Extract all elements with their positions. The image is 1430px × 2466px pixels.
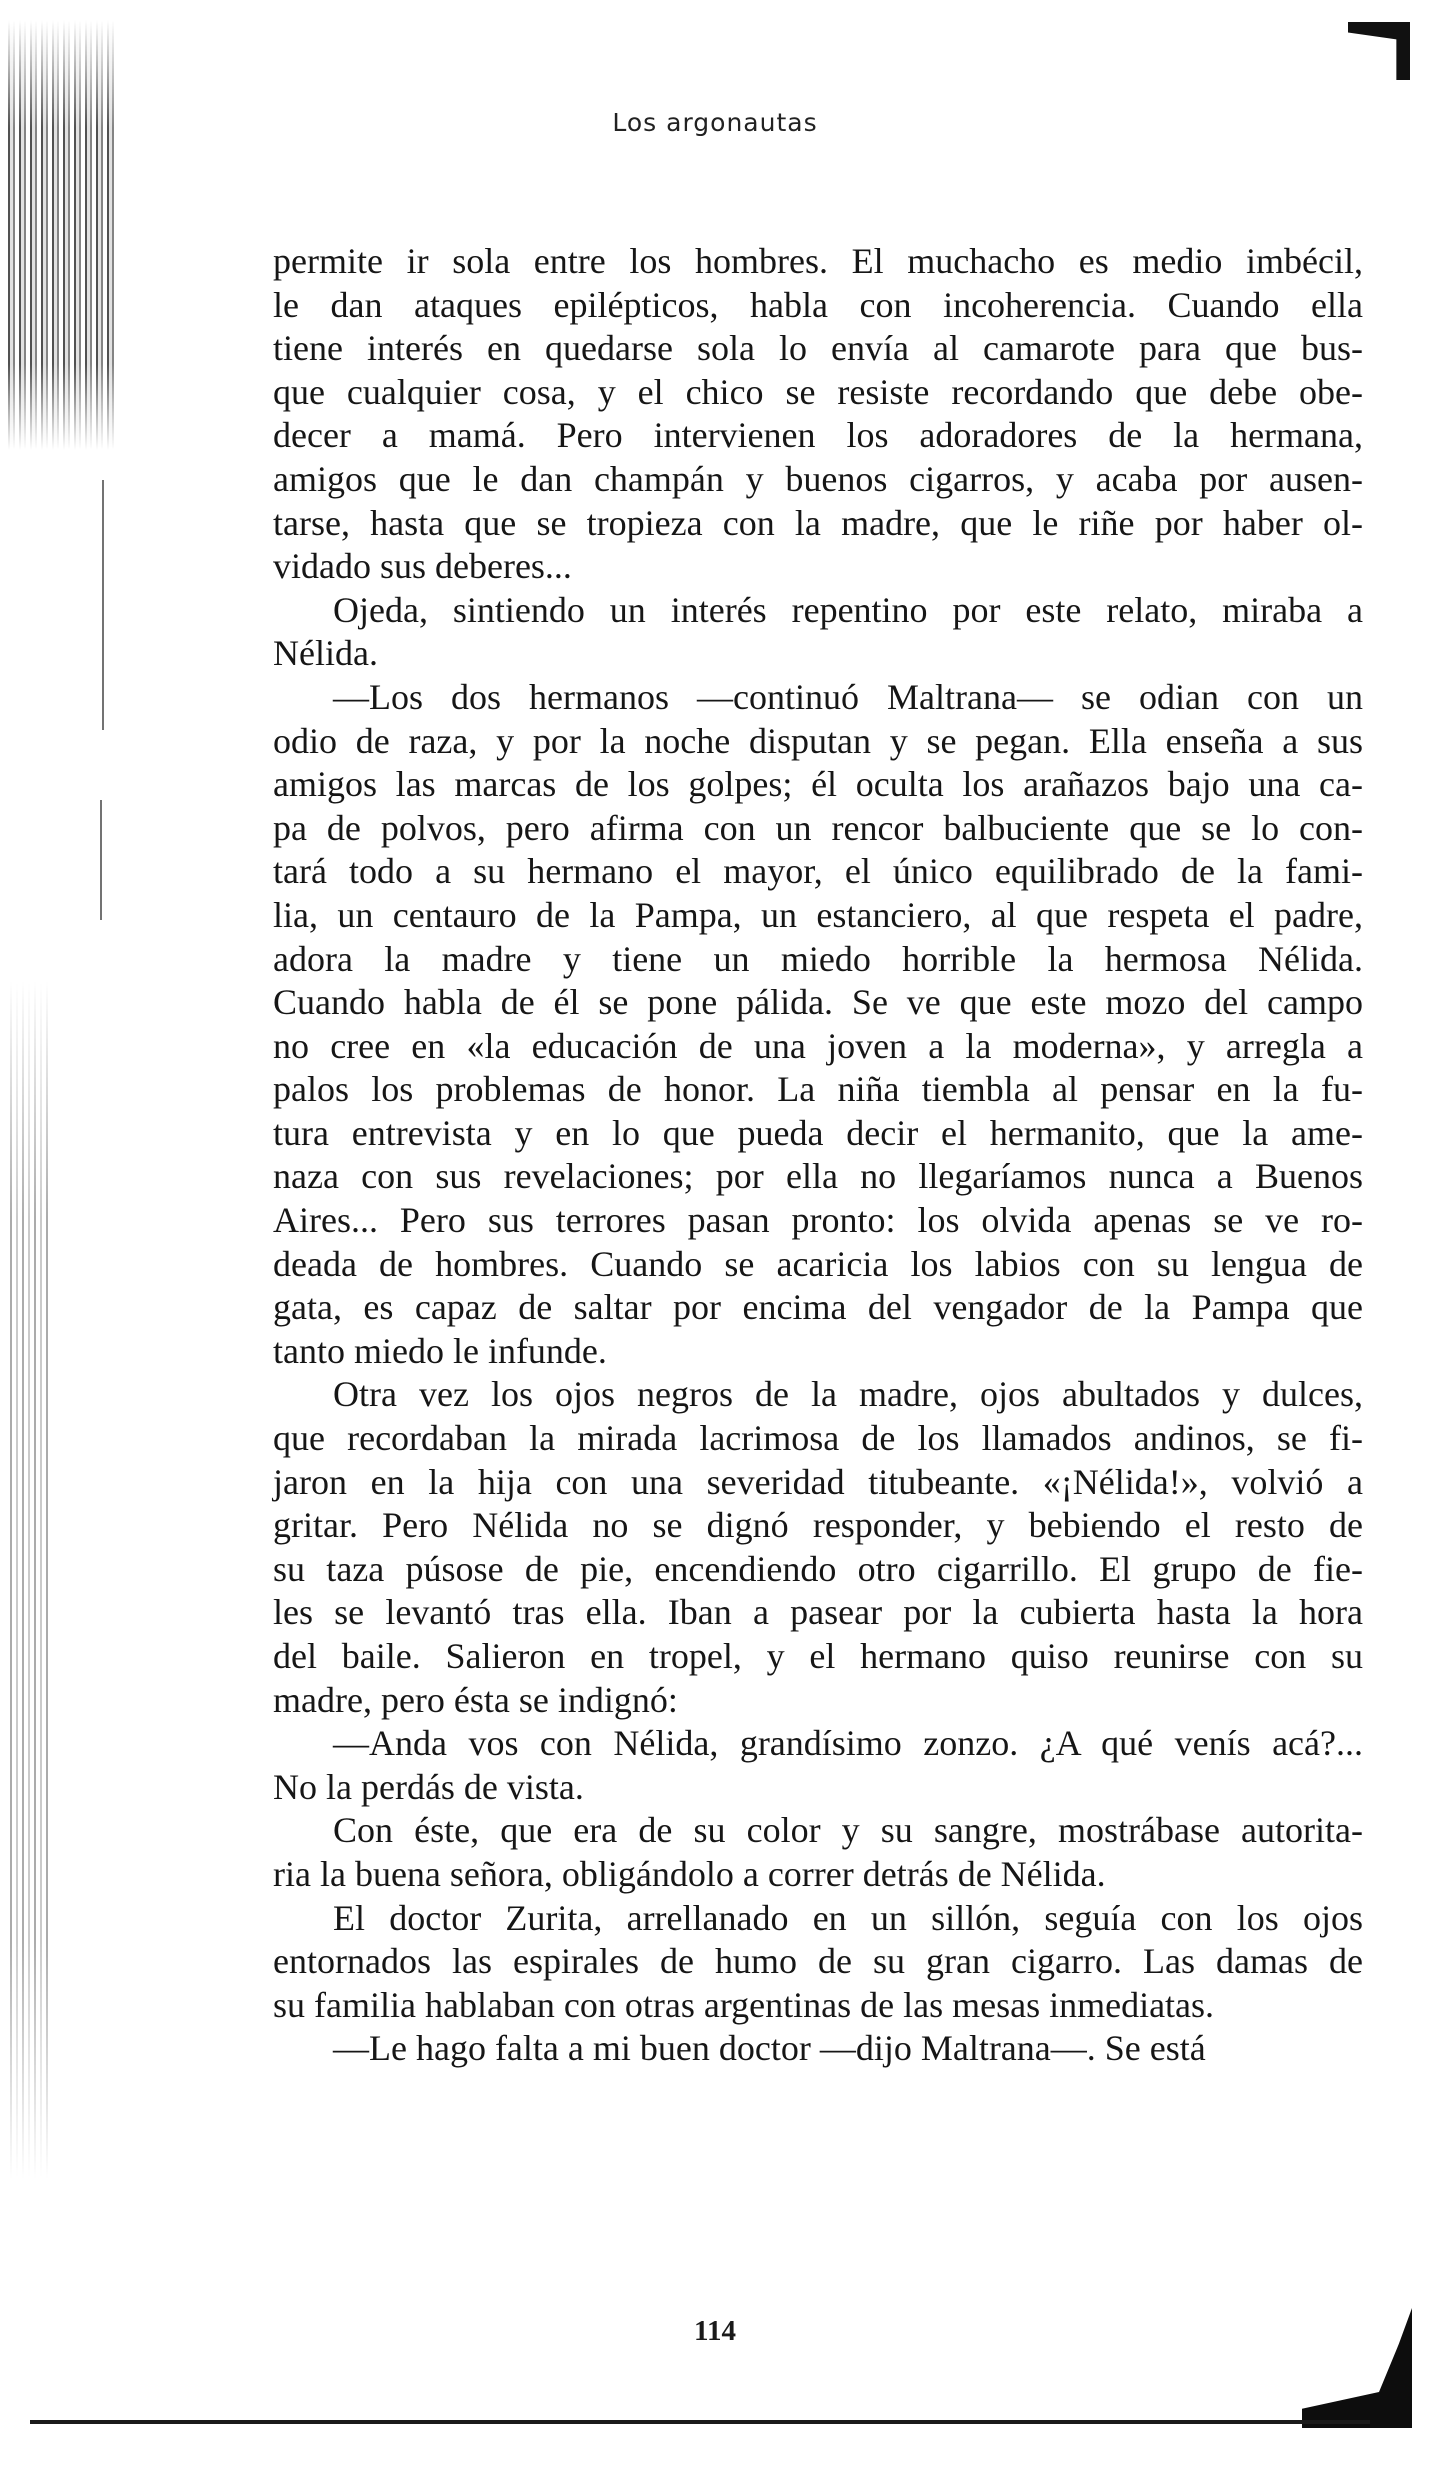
text-line: del baile. Salieron en tropel, y el hermano quiso reunirse con su [273,1636,1363,1676]
paragraph [273,589,1363,676]
body-text [273,240,1363,2071]
text-line: amigos que le dan champán y buenos cigarros, y acaba por ausen- [273,458,1363,499]
text-line: tará todo a su hermano el mayor, el único equilibrado de la fami- [273,851,1363,892]
paragraph [273,240,1363,589]
text-line: —Anda vos con Nélida, grandísimo zonzo. ¿A qué venís acá?... [333,1723,1363,1764]
text-line: No la perdás de vista. [273,1766,584,1807]
paragraph [273,2027,1363,2071]
text-line: entornados las espirales de humo de su gran cigarro. Las damas de [273,1941,1363,1982]
text-line: Otra vez los ojos negros de la madre, ojos abultados y dulces, [333,1374,1363,1415]
text-line: no cree en «la educación de una joven a la moderna», y arregla a [273,1025,1363,1066]
text-line: amigos las marcas de los golpes; él oculta los arañazos bajo una ca- [273,764,1363,805]
paragraph [273,676,1363,1374]
paragraph [273,1809,1363,1896]
text-line: Aires... Pero sus terrores pasan pronto: los olvida apenas se ve ro- [273,1200,1363,1241]
text-line: madre, pero ésta se indignó: [273,1679,678,1720]
scan-binding-shadow [8,20,118,450]
text-line: tiene interés en quedarse sola lo envía al camarote para que bus- [273,328,1363,369]
text-line: lia, un centauro de la Pampa, un estanciero, al que respeta el padre, [273,894,1363,935]
text-line: pa de polvos, pero afirma con un rencor balbuciente que se lo con- [273,807,1363,848]
text-line: El doctor Zurita, arrellanado en un sillón, seguía con los ojos [333,1897,1363,1938]
text-line: su familia hablaban con otras argentinas de las mesas inmediatas. [273,1984,1215,2025]
text-line: le dan ataques epilépticos, habla con incoherencia. Cuando ella [273,284,1363,325]
text-line: vidado sus deberes... [273,546,572,587]
text-line: odio de raza, y por la noche disputan y se pegan. Ella enseña a sus [273,720,1363,761]
text-line: Cuando habla de él se pone pálida. Se ve que este mozo del campo [273,982,1363,1023]
text-line: tanto miedo le infunde. [273,1330,607,1371]
text-line: —Le hago falta a mi buen doctor —dijo Maltrana—. Se está [333,2028,1206,2069]
paragraph [273,1722,1363,1809]
text-line: palos los problemas de honor. La niña tiembla al pensar en la fu- [273,1069,1363,1110]
text-line: tura entrevista y en lo que pueda decir el hermanito, que la ame- [273,1112,1363,1153]
text-line: su taza púsose de pie, encendiendo otro cigarrillo. El grupo de fie- [273,1548,1363,1589]
scan-bottom-edge [30,2420,1370,2424]
text-line: adora la madre y tiene un miedo horrible la hermosa Nélida. [273,938,1363,979]
page-corner-mark [1348,22,1410,80]
text-line: que cualquier cosa, y el chico se resiste recordando que debe obe- [273,371,1363,412]
text-line: gata, es capaz de saltar por encima del vengador de la Pampa que [273,1287,1363,1328]
text-line: que recordaban la mirada lacrimosa de los llamados andinos, se fi- [273,1418,1363,1459]
scan-binding-shadow-lower [10,980,50,2180]
scan-artifact-line [102,480,104,730]
text-line: gritar. Pero Nélida no se dignó responder, y bebiendo el resto de [273,1505,1363,1546]
text-line: Nélida. [273,633,378,674]
text-line: —Los dos hermanos —continuó Maltrana— se odian con un [333,676,1363,717]
text-line: ria la buena señora, obligándolo a correr detrás de Nélida. [273,1853,1106,1894]
text-line: tarse, hasta que se tropieza con la madre, que le riñe por haber ol- [273,502,1363,543]
running-head: Los argonautas [612,108,818,137]
text-line: Con éste, que era de su color y su sangre, mostrábase autorita- [333,1810,1363,1851]
text-line: naza con sus revelaciones; por ella no llegaríamos nunca a Buenos [273,1156,1363,1197]
text-line: les se levantó tras ella. Iban a pasear por la cubierta hasta la hora [273,1592,1363,1633]
page-number: 114 [694,2315,736,2347]
text-line: jaron en la hija con una severidad titubeante. «¡Nélida!», volvió a [273,1461,1363,1502]
paragraph [273,1373,1363,1722]
scan-artifact-line [100,800,102,920]
text-line: deada de hombres. Cuando se acaricia los labios con su lengua de [273,1243,1363,1284]
text-line: Ojeda, sintiendo un interés repentino por este relato, miraba a [333,589,1363,630]
text-line: decer a mamá. Pero intervienen los adoradores de la hermana, [273,415,1363,456]
text-line: permite ir sola entre los hombres. El muchacho es medio imbécil, [273,241,1363,281]
paragraph [273,1897,1363,2028]
